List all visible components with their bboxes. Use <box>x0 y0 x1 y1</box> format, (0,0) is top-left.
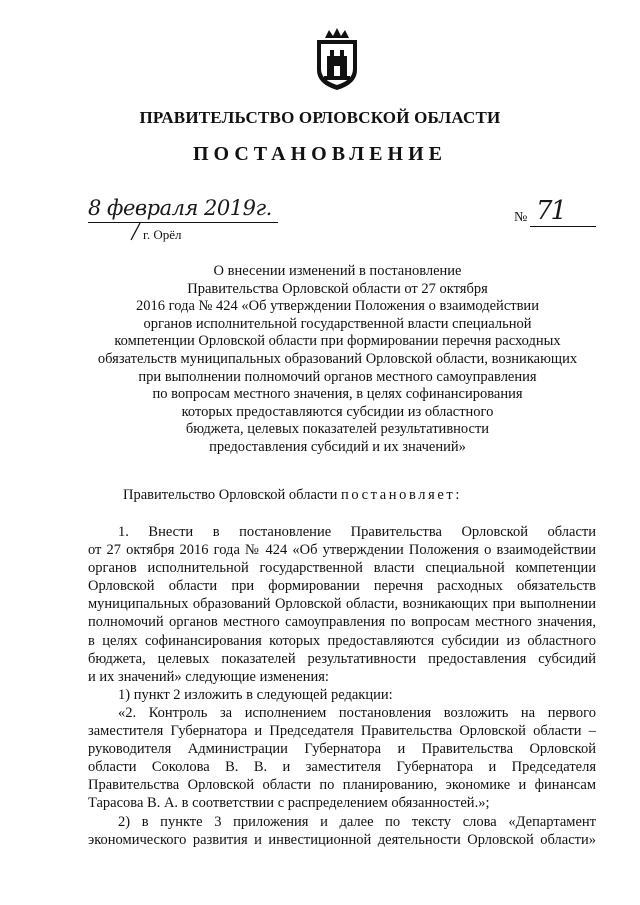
organization-name: ПРАВИТЕЛЬСТВО ОРЛОВСКОЙ ОБЛАСТИ <box>139 108 501 127</box>
place-name: г. Орёл <box>143 227 182 242</box>
body-line: экономического развития и инвестиционной деятельности Орловской области» <box>88 831 596 848</box>
title-line: компетенции Орловской области при формировании перечня расходных <box>114 333 561 350</box>
body-line: руководителя Администрации Губернатора и Правительства Орловской <box>88 741 596 758</box>
body-line: 1) пункт 2 изложить в следующей редакции: <box>118 686 393 703</box>
coat-of-arms-emblem <box>313 26 361 92</box>
body-line: Правительства Орловской области по планированию, экономике и финансам <box>88 777 596 794</box>
document-type: ПОСТАНОВЛЕНИЕ <box>193 143 447 165</box>
document-body <box>88 523 596 849</box>
date-slash-mark <box>128 222 142 242</box>
document-title <box>80 263 595 457</box>
body-line: Орловской области при формировании перечня расходных обязательств <box>88 578 596 595</box>
body-line: области Соколова В. В. и заместителя Губернатора и Председателя <box>88 759 596 776</box>
body-line: Тарасова В. А. в соответствии с распределением обязанностей.»; <box>88 795 490 812</box>
title-line: обязательств муниципальных образований Орловской области, возникающих <box>97 350 578 367</box>
title-line: Правительства Орловской области от 27 октября <box>187 280 488 297</box>
body-line: и их значений» следующие изменения: <box>88 668 329 685</box>
body-line: заместителя Губернатора и Председателя Правительства Орловской области – <box>88 723 596 740</box>
title-line: бюджета, целевых показателей результативности <box>185 421 490 438</box>
body-line: в целях софинансирования которых предоставляются субсидии из областного <box>88 632 596 649</box>
preamble-text: Правительство Орловской области <box>123 487 338 503</box>
title-line: предоставления субсидий и их значений» <box>209 438 466 455</box>
handwritten-date: 8 февраля 2019г. <box>88 196 272 220</box>
title-line: органов исполнительной государственной власти специальной <box>143 315 532 332</box>
body-line: «2. Контроль за исполнением постановления возложить на первого <box>118 704 596 721</box>
body-line: бюджета, целевых показателей результативности предоставления субсидий <box>88 650 596 667</box>
body-line: от 27 октября 2016 года № 424 «Об утверждении Положения о взаимодействии <box>88 542 596 559</box>
number-label: № <box>514 210 528 225</box>
body-line: органов исполнительной государственной власти специальной компетенции <box>88 560 596 577</box>
title-line: О внесении изменений в постановление <box>213 263 462 279</box>
body-line: 1. Внести в постановление Правительства Орловской области <box>118 524 596 540</box>
body-line: 2) в пункте 3 приложения и далее по тексту слова «Департамент <box>118 813 596 830</box>
body-line: полномочий органов местного самоуправления по вопросам местного значения, <box>88 614 596 631</box>
preamble-decree-word: постановляет: <box>341 487 462 503</box>
title-line: по вопросам местного значения, в целях софинансирования <box>152 386 523 403</box>
preamble <box>123 487 462 504</box>
handwritten-number: 71 <box>536 196 566 226</box>
title-line: которых предоставляются субсидии из областного <box>181 403 494 420</box>
date-underline <box>88 222 278 223</box>
number-underline <box>530 226 596 227</box>
title-line: при выполнении полномочий органов местного самоуправления <box>138 368 537 385</box>
body-line: муниципальных образований Орловской области, возникающих при выполнении <box>88 596 596 613</box>
title-line: 2016 года № 424 «Об утверждении Положения о взаимодействии <box>136 298 539 315</box>
